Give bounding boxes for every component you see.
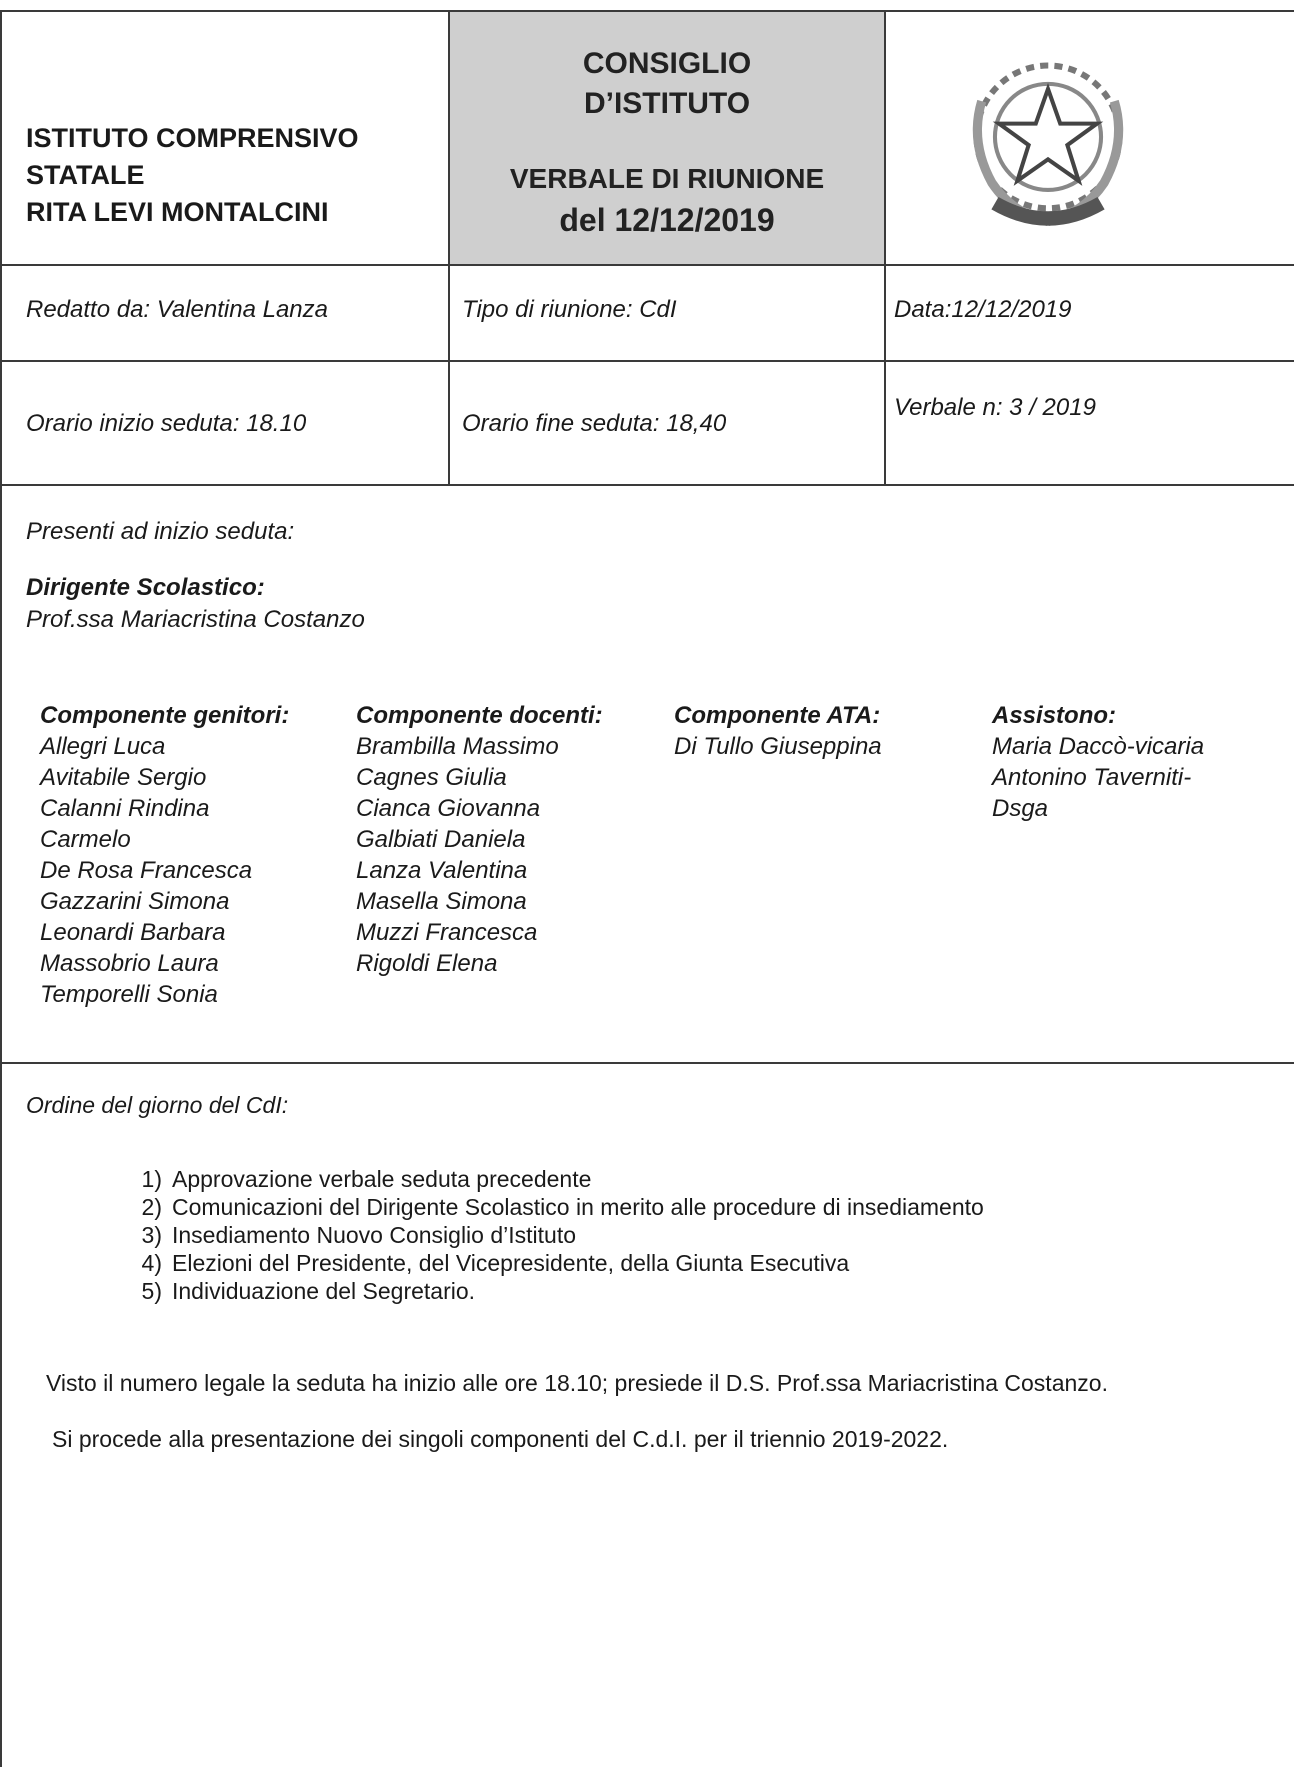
assistono-column <box>992 700 1204 824</box>
list-item <box>118 1165 984 1193</box>
school-name-line: STATALE <box>26 160 145 190</box>
council-title <box>450 44 884 124</box>
data-riunione: Data:12/12/2019 <box>894 296 1072 323</box>
table-divider-4 <box>0 1062 1294 1064</box>
school-name-line: RITA LEVI MONTALCINI <box>26 197 329 227</box>
list-item <box>118 1221 984 1249</box>
verbale-title <box>450 160 884 242</box>
list-item: Masella Simona <box>356 888 527 915</box>
list-item <box>118 1193 984 1221</box>
list-item: Galbiati Daniela <box>356 826 526 853</box>
italian-republic-emblem-icon <box>946 40 1150 244</box>
verbale-numero: Verbale n: 3 / 2019 <box>894 394 1096 421</box>
table-divider-1 <box>0 264 1294 266</box>
presenti-label: Presenti ad inizio seduta: <box>26 518 295 545</box>
verbale-label: VERBALE DI RIUNIONE <box>509 163 825 194</box>
genitori-title: Componente genitori: <box>40 702 290 729</box>
list-item: Muzzi Francesca <box>356 919 538 946</box>
assistono-list <box>992 731 1204 824</box>
odg-number: 3) <box>141 1222 162 1248</box>
odg-text: Comunicazioni del Dirigente Scolastico in merito alle procedure di insediamento <box>172 1194 984 1220</box>
table-border-left <box>0 10 2 1767</box>
redatto-da: Redatto da: Valentina Lanza <box>26 296 329 323</box>
genitori-column <box>40 700 289 1010</box>
odg-number: 1) <box>141 1166 162 1192</box>
odg-number: 4) <box>141 1250 162 1276</box>
list-item: Antonino Taverniti- <box>992 764 1192 791</box>
council-title-line: D’ISTITUTO <box>583 87 751 120</box>
assistono-title: Assistono: <box>992 702 1117 729</box>
docenti-title: Componente docenti: <box>356 702 603 729</box>
orario-inizio: Orario inizio seduta: 18.10 <box>26 410 307 437</box>
list-item: De Rosa Francesca <box>40 857 253 884</box>
odg-text: Insediamento Nuovo Consiglio d’Istituto <box>172 1222 577 1248</box>
odg-number: 2) <box>141 1194 162 1220</box>
ata-list <box>674 731 882 762</box>
odg-label: Ordine del giorno del CdI: <box>26 1092 289 1118</box>
body-paragraph: Visto il numero legale la seduta ha inizio alle ore 18.10; presiede il D.S. Prof.ssa Mariacristina Costanzo. <box>46 1370 1108 1396</box>
list-item: Temporelli Sonia <box>40 981 218 1008</box>
table-column-divider-2 <box>884 10 886 486</box>
table-border-top <box>0 10 1294 12</box>
list-item: Cianca Giovanna <box>356 795 541 822</box>
list-item: Gazzarini Simona <box>40 888 230 915</box>
table-divider-3 <box>0 484 1294 486</box>
list-item: Cagnes Giulia <box>356 764 507 791</box>
docenti-list <box>356 731 603 979</box>
body-paragraph: Si procede alla presentazione dei singoli componenti del C.d.I. per il triennio 2019-2022. <box>52 1426 949 1452</box>
list-item: Lanza Valentina <box>356 857 528 884</box>
dirigente-name: Prof.ssa Mariacristina Costanzo <box>26 606 365 633</box>
school-name <box>26 120 359 231</box>
school-name-line: ISTITUTO COMPRENSIVO <box>26 123 359 153</box>
odg-text: Individuazione del Segretario. <box>172 1278 476 1304</box>
list-item <box>118 1249 984 1277</box>
docenti-column <box>356 700 603 979</box>
dirigente-label: Dirigente Scolastico: <box>26 574 265 601</box>
tipo-riunione: Tipo di riunione: CdI <box>462 296 677 323</box>
council-title-line: CONSIGLIO <box>582 47 752 80</box>
odg-number: 5) <box>141 1278 162 1304</box>
genitori-list <box>40 731 289 1010</box>
list-item: Leonardi Barbara <box>40 919 226 946</box>
ata-title: Componente ATA: <box>674 702 881 729</box>
list-item: Dsga <box>992 795 1049 822</box>
table-divider-2 <box>0 360 1294 362</box>
list-item <box>118 1277 984 1305</box>
list-item: Di Tullo Giuseppina <box>674 733 882 760</box>
list-item: Allegri Luca <box>40 733 166 760</box>
odg-list <box>118 1165 984 1305</box>
list-item: Brambilla Massimo <box>356 733 559 760</box>
list-item: Rigoldi Elena <box>356 950 498 977</box>
odg-text: Elezioni del Presidente, del Vicepresidente, della Giunta Esecutiva <box>172 1250 850 1276</box>
list-item: Avitabile Sergio <box>40 764 207 791</box>
orario-fine: Orario fine seduta: 18,40 <box>462 410 727 437</box>
ata-column <box>674 700 882 762</box>
verbale-date: del 12/12/2019 <box>559 202 775 238</box>
list-item: Massobrio Laura <box>40 950 219 977</box>
list-item: Carmelo <box>40 826 131 853</box>
list-item: Calanni Rindina <box>40 795 210 822</box>
list-item: Maria Daccò-vicaria <box>992 733 1205 760</box>
odg-text: Approvazione verbale seduta precedente <box>172 1166 592 1192</box>
